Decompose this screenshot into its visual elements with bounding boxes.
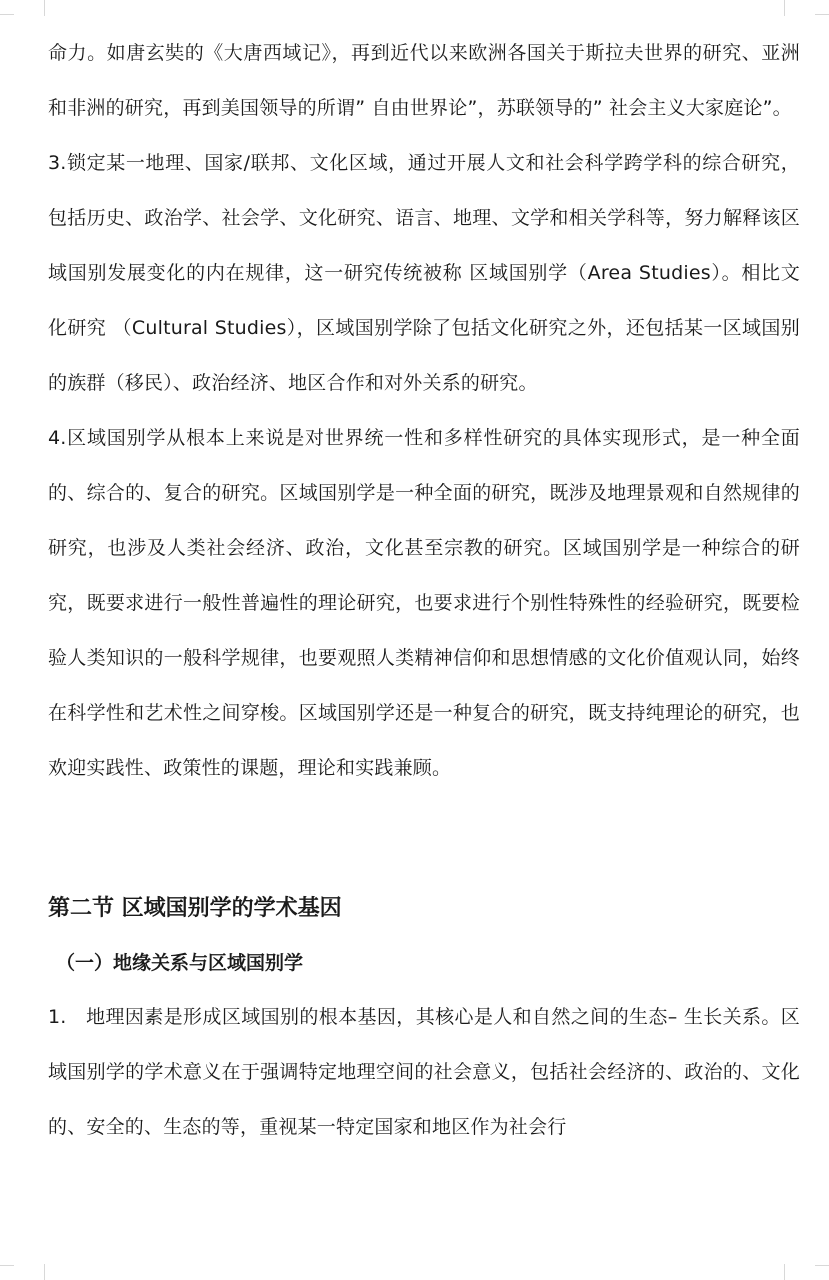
crop-mark [44,1264,45,1280]
sub-heading: （一）地缘关系与区域国别学 [56,952,304,974]
section-heading: 第二节 区域国别学的学术基因 [48,896,342,921]
paragraph-1: 1. 地理因素是形成区域国别的根本基因，其核心是人和自然之间的生态– 生长关系。区域国别学的学术意义在于强调特定地理空间的社会意义，包括社会经济的、政治的、文化的、安全的、生态的等，重视某一特定国家和地区作为社会行 [48,1006,800,1138]
crop-mark [0,1265,14,1266]
crop-mark [44,0,45,16]
crop-mark [815,1265,829,1266]
paragraph-continued: 命力。如唐玄奘的《大唐西域记》，再到近代以来欧洲各国关于斯拉夫世界的研究、亚洲和非洲的研究，再到美国领导的所谓” 自由世界论”，苏联领导的” 社会主义大家庭论”。 [48,42,800,119]
crop-mark [0,14,14,15]
section-spacer [48,796,800,882]
crop-mark [815,14,829,15]
paragraph-4: 4.区域国别学从根本上来说是对世界统一性和多样性研究的具体实现形式，是一种全面的、综合的、复合的研究。区域国别学是一种全面的研究，既涉及地理景观和自然规律的研究，也涉及人类社会经济、政治，文化甚至宗教的研究。区域国别学是一种综合的研究，既要求进行一般性普遍性的理论研究，也要求进行个别性特殊性的经验研究，既要检验人类知识的一般科学规律，也要观照人类精神信仰和思想情感的文化价值观认同，始终在科学性和艺术性之间穿梭。区域国别学还是一种复合的研究，既支持纯理论的研究，也欢迎实践性、政策性的课题，理论和实践兼顾。 [48,427,800,779]
crop-mark [784,1264,785,1280]
document-body [48,26,800,1155]
paragraph-3: 3.锁定某一地理、国家/联邦、文化区域，通过开展人文和社会科学跨学科的综合研究，包括历史、政治学、社会学、文化研究、语言、地理、文学和相关学科等，努力解释该区域国别发展变化的内在规律，这一研究传统被称 区域国别学（Area Studies）。相比文化研究 （Cultural Studies），区域国别学除了包括文化研究之外，还包括某一区域国别的族群（移民）、政治经济、地区合作和对外关系的研究。 [48,152,800,394]
crop-mark [784,0,785,16]
